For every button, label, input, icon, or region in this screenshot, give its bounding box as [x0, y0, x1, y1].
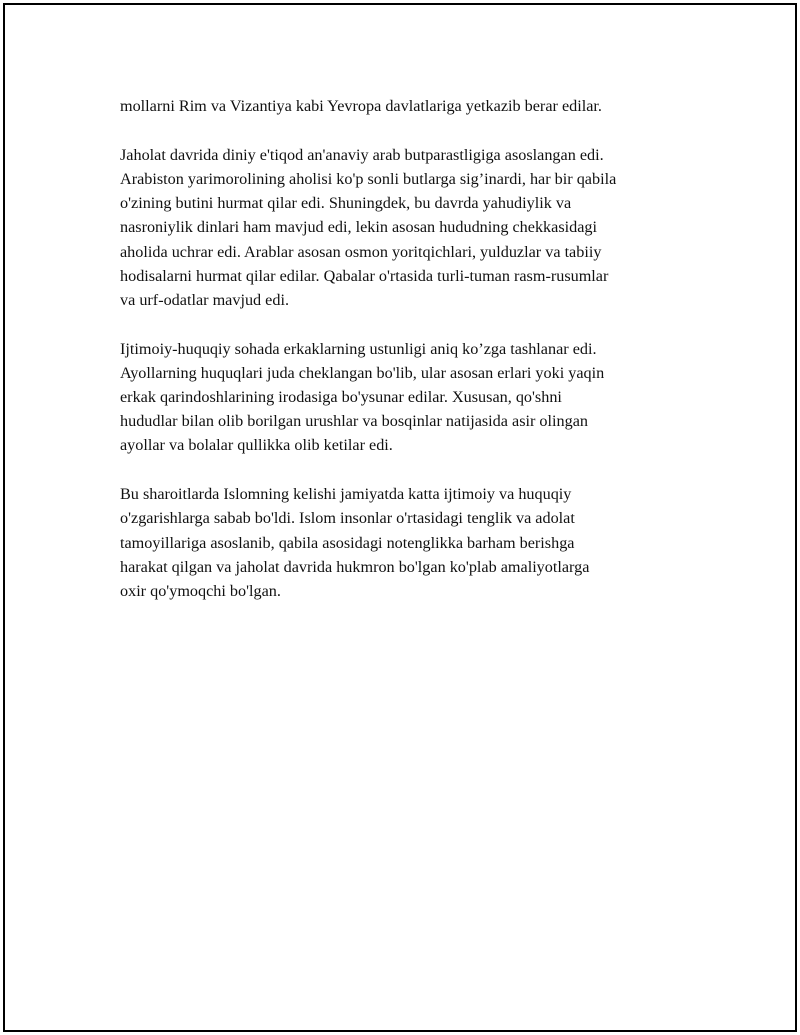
text-line: hududlar bilan olib borilgan urushlar va bosqinlar natijasida asir olingan — [120, 412, 588, 431]
text-line: ayollar va bolalar qullikka olib ketilar edi. — [120, 436, 393, 455]
text-line: Bu sharoitlarda Islomning kelishi jamiyatda katta ijtimoiy va huquqiy — [120, 485, 572, 504]
paragraph-4 — [120, 482, 695, 603]
text-line: mollarni Rim va Vizantiya kabi Yevropa davlatlariga yetkazib berar edilar. — [120, 97, 602, 115]
text-line: Ayollarning huquqlari juda cheklangan bo'lib, ular asosan erlari yoki yaqin — [120, 363, 605, 382]
paragraph-1 — [120, 94, 695, 118]
text-line: Jaholat davrida diniy e'tiqod an'anaviy arab butparastligiga asoslangan edi. — [120, 145, 604, 164]
paragraph-2 — [120, 143, 695, 312]
text-line: o'zining butini hurmat qilar edi. Shuningdek, bu davrda yahudiylik va — [120, 194, 572, 213]
text-line: aholida uchrar edi. Arablar asosan osmon yoritqichlari, yulduzlar va tabiiy — [120, 242, 602, 261]
page-content — [120, 94, 695, 628]
text-line: tamoyillariga asoslanib, qabila asosidagi notenglikka barham berishga — [120, 533, 575, 552]
text-line: nasroniylik dinlari ham mavjud edi, lekin asosan hududning chekkasidagi — [120, 218, 597, 237]
text-line: erkak qarindoshlarining irodasiga bo'ysunar edilar. Xususan, qo'shni — [120, 388, 562, 407]
text-line: Arabiston yarimorolining aholisi ko'p sonli butlarga sig’inardi, har bir qabila — [120, 169, 617, 188]
text-line: oxir qo'ymoqchi bo'lgan. — [120, 581, 281, 600]
paragraph-3 — [120, 337, 695, 458]
text-line: hodisalarni hurmat qilar edilar. Qabalar o'rtasida turli-tuman rasm-rusumlar — [120, 266, 609, 285]
text-line: Ijtimoiy-huquqiy sohada erkaklarning ustunligi aniq ko’zga tashlanar edi. — [120, 339, 597, 358]
text-line: o'zgarishlarga sabab bo'ldi. Islom insonlar o'rtasidagi tenglik va adolat — [120, 509, 575, 528]
text-line: va urf-odatlar mavjud edi. — [120, 290, 290, 309]
text-line: harakat qilgan va jaholat davrida hukmron bo'lgan ko'plab amaliyotlarga — [120, 557, 590, 576]
page-frame — [3, 3, 797, 1032]
